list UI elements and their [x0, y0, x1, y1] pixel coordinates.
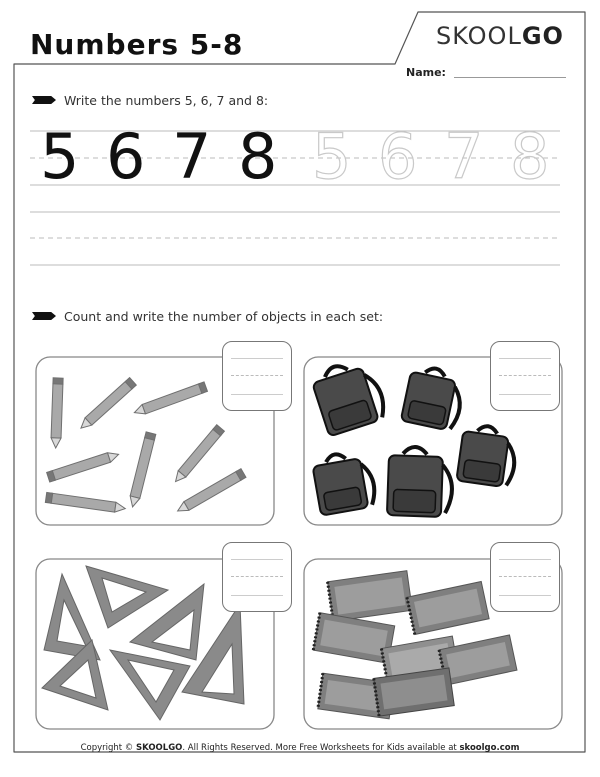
digit-5: 5: [40, 120, 80, 193]
trace-digit-6[interactable]: 6: [378, 120, 418, 193]
footer-brand: SKOOLGO: [136, 743, 183, 753]
set-squares-set: [42, 566, 244, 720]
brand-go: GO: [521, 22, 564, 50]
answer-box-set-squares[interactable]: [222, 542, 292, 612]
answer-box-pencils[interactable]: [222, 341, 292, 411]
footer-prefix: Copyright ©: [80, 743, 136, 753]
footer-middle: . All Rights Reserved. More Free Worksheets for Kids available at: [182, 743, 460, 753]
digit-8: 8: [238, 120, 278, 193]
digit-7: 7: [172, 120, 212, 193]
trace-digit-5[interactable]: 5: [312, 120, 352, 193]
answer-box-backpacks[interactable]: [490, 341, 560, 411]
trace-digit-8[interactable]: 8: [510, 120, 550, 193]
footer-copyright: [0, 743, 600, 753]
page-title: Numbers 5-8: [30, 28, 244, 61]
trace-digit-7[interactable]: 7: [444, 120, 484, 193]
name-label: Name:: [406, 66, 446, 79]
notebooks-set: [313, 571, 517, 719]
answer-box-notebooks[interactable]: [490, 542, 560, 612]
backpacks-set: [309, 356, 519, 518]
brand-main: SKOOL: [436, 22, 522, 50]
instruction-count: Count and write the number of objects in each set:: [64, 309, 384, 324]
footer-link[interactable]: skoolgo.com: [459, 743, 520, 753]
digit-6: 6: [106, 120, 146, 193]
pencils-set: [45, 378, 246, 516]
instruction-write: Write the numbers 5, 6, 7 and 8:: [64, 93, 269, 108]
